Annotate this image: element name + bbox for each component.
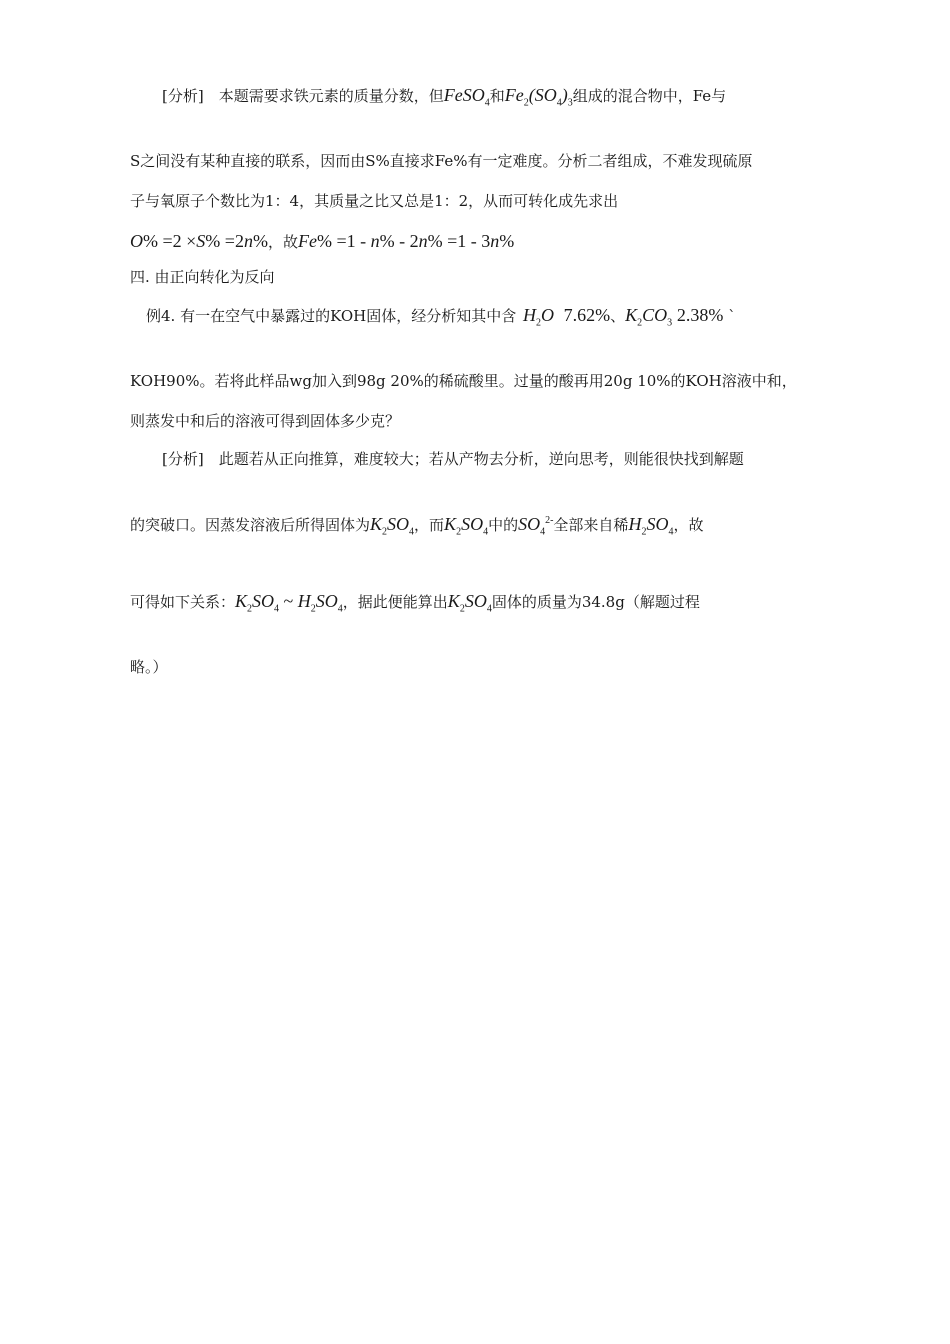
formula-k2co3: $K_2CO_3$ [625, 305, 673, 329]
analysis1-line3: 子与氧原子个数比为1：4，其质量之比又总是1：2，从而可转化成先求出 [130, 192, 619, 210]
formula-feso4: FeSO$_4$ [443, 85, 490, 109]
k2co3-percent: 2.38% [676, 305, 724, 325]
analysis2-line4: 略。） [130, 658, 168, 676]
formula-k2so4: $K_2SO_4$ [370, 514, 415, 538]
equation-oxygen: O% =2 ×S% =2n% [130, 231, 268, 251]
formula-k2so4: $K_2SO_4$ [444, 514, 489, 538]
formula-fe2so43: $Fe_2(SO_4)_3$ [504, 85, 573, 109]
relation-k2so4-h2so4: $K_2SO_4$ ~ $H_2SO_4$ [235, 591, 343, 615]
example4-line2: KOH90%。若将此样品wg加入到98g 20%的稀硫酸里。过量的酸再用20g 10%的KOH溶液中和， [130, 372, 797, 390]
analysis2-line1: [分析] 此题若从正向推算，难度较大；若从产物去分析，逆向思考，则能很快找到解题 [162, 450, 744, 468]
formula-h2so4: $H_2SO_4$ [628, 514, 674, 538]
analysis2-line3: 可得如下关系：$K_2SO_4$ ~ $H_2SO_4$，据此便能算出$K_2SO_4$固体的质量为34.8g（解题过程 [130, 591, 700, 615]
formula-h2o: $H_2O$ [523, 305, 555, 329]
analysis2-line2: 的突破口。因蒸发溶液后所得固体为$K_2SO_4$，而$K_2SO_4$中的$SO_4^{2-}$全部来自稀$H_2SO_4$，故 [130, 514, 704, 538]
analysis1-equation: O% =2 ×S% =2n%，故Fe% =1 - n% - 2n% =1 - 3n% [130, 231, 515, 251]
example4-line1: 例4. 有一在空气中暴露过的KOH固体，经分析知其中含 $H_2O$ 7.62%、$K_2CO_3$ 2.38% ` [146, 305, 736, 329]
equation-iron: Fe% =1 - n% - 2n% =1 - 3n% [297, 231, 515, 251]
h2o-percent: 7.62% [563, 305, 611, 325]
formula-sulfate-ion: $SO_4^{2-}$ [518, 514, 554, 538]
analysis1-line2: S之间没有某种直接的联系，因而由S%直接求Fe%有一定难度。分析二者组成，不难发现硫原 [130, 152, 753, 170]
analysis1-line1: [分析] 本题需要求铁元素的质量分数，但FeSO$_4$和$Fe_2(SO_4)_3$组成的混合物中，Fe与 [162, 85, 727, 109]
example4-line3: 则蒸发中和后的溶液可得到固体多少克？ [130, 412, 401, 430]
formula-k2so4: $K_2SO_4$ [447, 591, 492, 615]
section-heading-4: 四. 由正向转化为反向 [130, 268, 275, 286]
